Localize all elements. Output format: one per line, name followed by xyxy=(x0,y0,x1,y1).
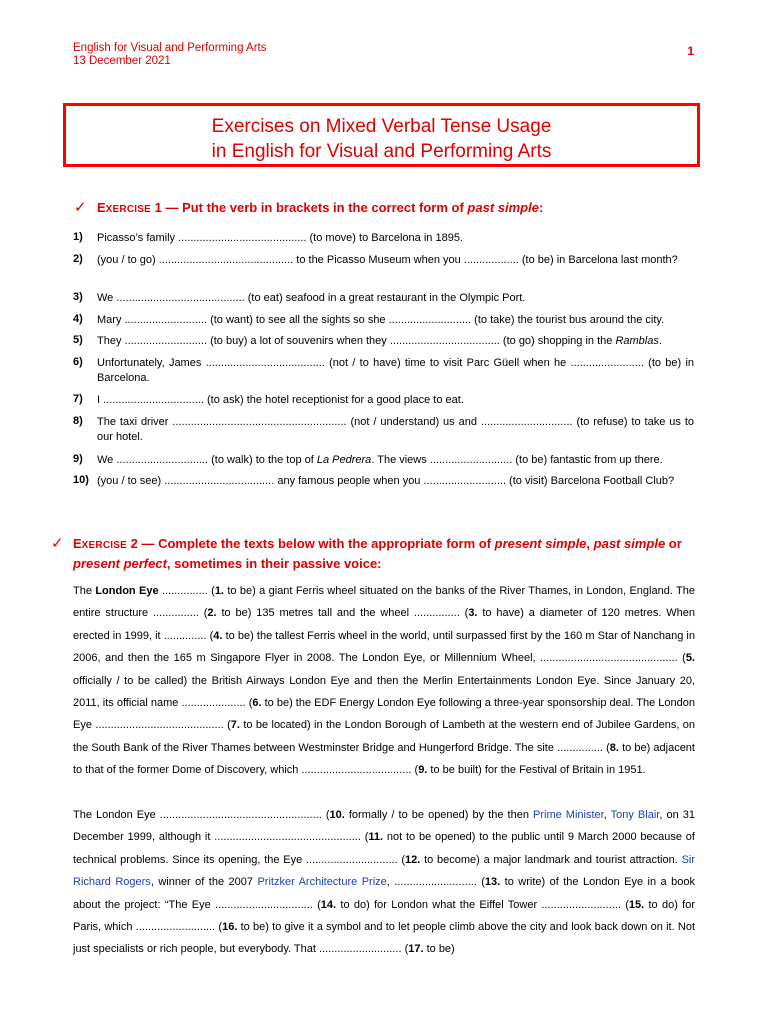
page-number: 1 xyxy=(687,44,694,58)
gap-number: 7. xyxy=(230,719,240,732)
item-number: 10) xyxy=(73,474,89,486)
gap-number: 8. xyxy=(609,741,619,754)
item-text-part: They ........................... (to buy) a lot of souvenirs when they .................................... (to go) shopping in the xyxy=(97,335,616,347)
exercise-instruction: — Put the verb in brackets in the correct form of xyxy=(161,200,468,215)
item-number: 8) xyxy=(73,415,83,427)
exercise-instruction-tense: past simple xyxy=(593,536,666,551)
gap-number: 17. xyxy=(408,943,424,956)
document-title-line-2: in English for Visual and Performing Arts xyxy=(211,141,552,162)
tony-blair-link[interactable]: Tony Blair xyxy=(610,809,660,821)
gap-number: 10. xyxy=(329,809,345,821)
paragraph-text: , ........................... ( xyxy=(386,876,485,889)
paragraph-text: , winner of the 2007 xyxy=(150,876,258,889)
gap-number: 13. xyxy=(484,876,501,889)
exercise-label-rest: XERCISE xyxy=(81,540,127,551)
paragraph-text: to be) the tallest Ferris wheel in the world, until surpassed first by the 160 m Star of Nanchang in 2006, and then the 165 m Singapore Flyer in 2008. The London Eye, or Millennium Wheel, ............................................. ( xyxy=(73,629,695,665)
item-number: 2) xyxy=(73,253,83,265)
paragraph-text: to be) 135 metres tall and the wheel ............... ( xyxy=(216,607,469,620)
richard-rogers-link[interactable]: Sir Richard Rogers xyxy=(73,853,696,889)
paragraph-text: to have) a diameter of 120 metres. When erected in 1999, it .............. ( xyxy=(73,607,695,642)
gap-number: 1. xyxy=(214,585,224,597)
exercise-instruction: , xyxy=(586,536,594,551)
exercise-instruction: — Complete the texts below with the appropriate form of xyxy=(137,536,495,551)
exercise-2-paragraph-1 xyxy=(73,580,695,782)
exercise-1-heading xyxy=(97,199,697,219)
exercise-instruction-end: : xyxy=(538,200,544,215)
exercise-item-text: Picasso’s family .......................................... (to move) to Barcelona in 1895. xyxy=(97,232,463,244)
paragraph-text: formally / to be opened) by the then xyxy=(344,809,534,821)
paragraph-text: to be located) in the London Borough of Lambeth at the western end of Jubilee Gardens, on the South Bank of the River Thames between Westminster Bridge and Hungerford Bridge. The site ............... ( xyxy=(73,719,695,754)
item-text-part: . xyxy=(658,335,662,347)
exercise-item-text xyxy=(97,453,694,468)
item-text-part: . The views ........................... (to be) fantastic from up there. xyxy=(371,454,663,466)
item-number: 3) xyxy=(73,291,83,303)
exercise-item-text: I ................................. (to ask) the hotel receptionist for a good place to eat. xyxy=(97,394,464,406)
gap-number: 15. xyxy=(628,898,645,911)
item-number: 9) xyxy=(73,453,83,465)
exercise-instruction: , sometimes in their passive voice: xyxy=(166,556,382,571)
exercise-instruction-tense: present perfect xyxy=(73,556,167,571)
paragraph-text: , xyxy=(603,809,611,821)
gap-number: 2. xyxy=(207,607,217,620)
gap-number: 3. xyxy=(468,607,478,620)
item-text-italic: La Pedrera xyxy=(316,454,372,466)
paragraph-text: to be built) for the Festival of Britain in 1951. xyxy=(427,764,646,777)
exercise-instruction-tense: past simple xyxy=(467,200,539,215)
prime-minister-link[interactable]: Prime Minister xyxy=(533,809,604,821)
exercise-2-paragraph-2 xyxy=(73,804,695,961)
document-date: 13 December 2021 xyxy=(73,55,171,67)
paragraph-text: to write) of the London Eye in a book about the project: “The Eye ................................ ( xyxy=(73,876,695,911)
exercise-label-number: 1 xyxy=(154,200,162,215)
paragraph-text: officially / to be called) the British Airways London Eye and then the Merlin Entertainments London Eye. Since January 20, 2011, its official name ..................... ( xyxy=(73,674,695,710)
paragraph-text: not to be opened) to the public until 9 March 2000 because of technical problems. Since its opening, the Eye .............................. ( xyxy=(73,831,695,866)
exercise-instruction-tense: present simple xyxy=(494,536,587,551)
subject-name: London Eye xyxy=(95,585,159,597)
gap-number: 12. xyxy=(405,853,421,866)
exercise-item-text: (you / to go) ............................................ to the Picasso Museum when you .................. (to be) in Barcelona last month? xyxy=(97,254,678,266)
item-number: 5) xyxy=(73,334,83,346)
item-number: 4) xyxy=(73,313,83,325)
gap-number: 6. xyxy=(252,697,262,710)
item-text-part: We .............................. (to walk) to the top of xyxy=(97,454,317,466)
paragraph-text: to become) a major landmark and tourist attraction. xyxy=(420,853,682,866)
gap-number: 4. xyxy=(213,629,223,642)
pritzker-prize-link[interactable]: Pritzker Architecture Prize xyxy=(257,876,387,889)
exercise-label-number: 2 xyxy=(130,536,138,551)
exercise-label-initial: E xyxy=(97,200,106,215)
paragraph-text: to be) adjacent to that of the former Dome of Discovery, which .................................... ( xyxy=(73,741,695,777)
gap-number: 16. xyxy=(222,921,238,934)
paragraph-text: to be) the EDF Energy London Eye following a three-year sponsorship deal. The London Eye .......................................... ( xyxy=(73,697,695,732)
paragraph-text: to be) to give it a symbol and to let people climb above the city and look back down on it. Not just specialists or rich people, but everybody. That ........................... ( xyxy=(73,921,695,956)
exercise-item-text xyxy=(97,334,694,349)
gap-number: 9. xyxy=(418,764,428,777)
paragraph-text: The London Eye ..................................................... ( xyxy=(73,809,330,821)
page-header xyxy=(73,42,266,68)
checkmark-icon: ✓ xyxy=(51,535,64,552)
document-title-line-1: Exercises on Mixed Verbal Tense Usage xyxy=(211,116,552,137)
exercise-item-text: The taxi driver ......................................................... (not / understand) us and .............................. (to refuse) to take us to our hotel. xyxy=(97,416,694,443)
title-box xyxy=(63,103,700,167)
paragraph-text: to do) for London what the Eiffel Tower .......................... ( xyxy=(336,898,629,911)
exercise-item-text: (you / to see) .................................... any famous people when you ........................... (to visit) Barcelona Football Club? xyxy=(97,475,675,487)
exercise-label-rest: XERCISE xyxy=(105,204,151,215)
paragraph-text: ............... ( xyxy=(158,585,215,597)
paragraph-text: to be) a giant Ferris wheel situated on the banks of the River Thames, in London, England. The entire structure ............... ( xyxy=(73,585,695,620)
exercise-item-text: Mary ........................... (to want) to see all the sights so she ........................... (to take) the tourist bus around the city. xyxy=(97,314,665,326)
gap-number: 11. xyxy=(368,831,384,844)
exercise-item-text: Unfortunately, James ....................................... (not / to have) time to visit Parc Güell when he ........................ (to be) in Barcelona. xyxy=(97,357,694,384)
checkmark-icon: ✓ xyxy=(74,199,87,216)
gap-number: 5. xyxy=(685,652,695,665)
gap-number: 14. xyxy=(320,898,337,911)
exercise-2-heading xyxy=(73,535,697,573)
item-number: 7) xyxy=(73,393,83,405)
exercise-item-text: We .......................................... (to eat) seafood in a great restaurant in the Olympic Port. xyxy=(97,292,526,304)
paragraph-text: The xyxy=(73,585,96,597)
course-name: English for Visual and Performing Arts xyxy=(73,42,267,54)
item-number: 1) xyxy=(73,231,83,243)
exercise-instruction: or xyxy=(665,536,682,551)
exercise-label-initial: E xyxy=(73,536,82,551)
item-text-italic: Ramblas xyxy=(615,335,659,347)
paragraph-text: to do) for Paris, which .......................... ( xyxy=(73,898,696,934)
item-number: 6) xyxy=(73,356,83,368)
paragraph-text: , on 31 December 1999, although it ................................................ ( xyxy=(73,809,695,844)
paragraph-text: to be) xyxy=(423,943,455,956)
